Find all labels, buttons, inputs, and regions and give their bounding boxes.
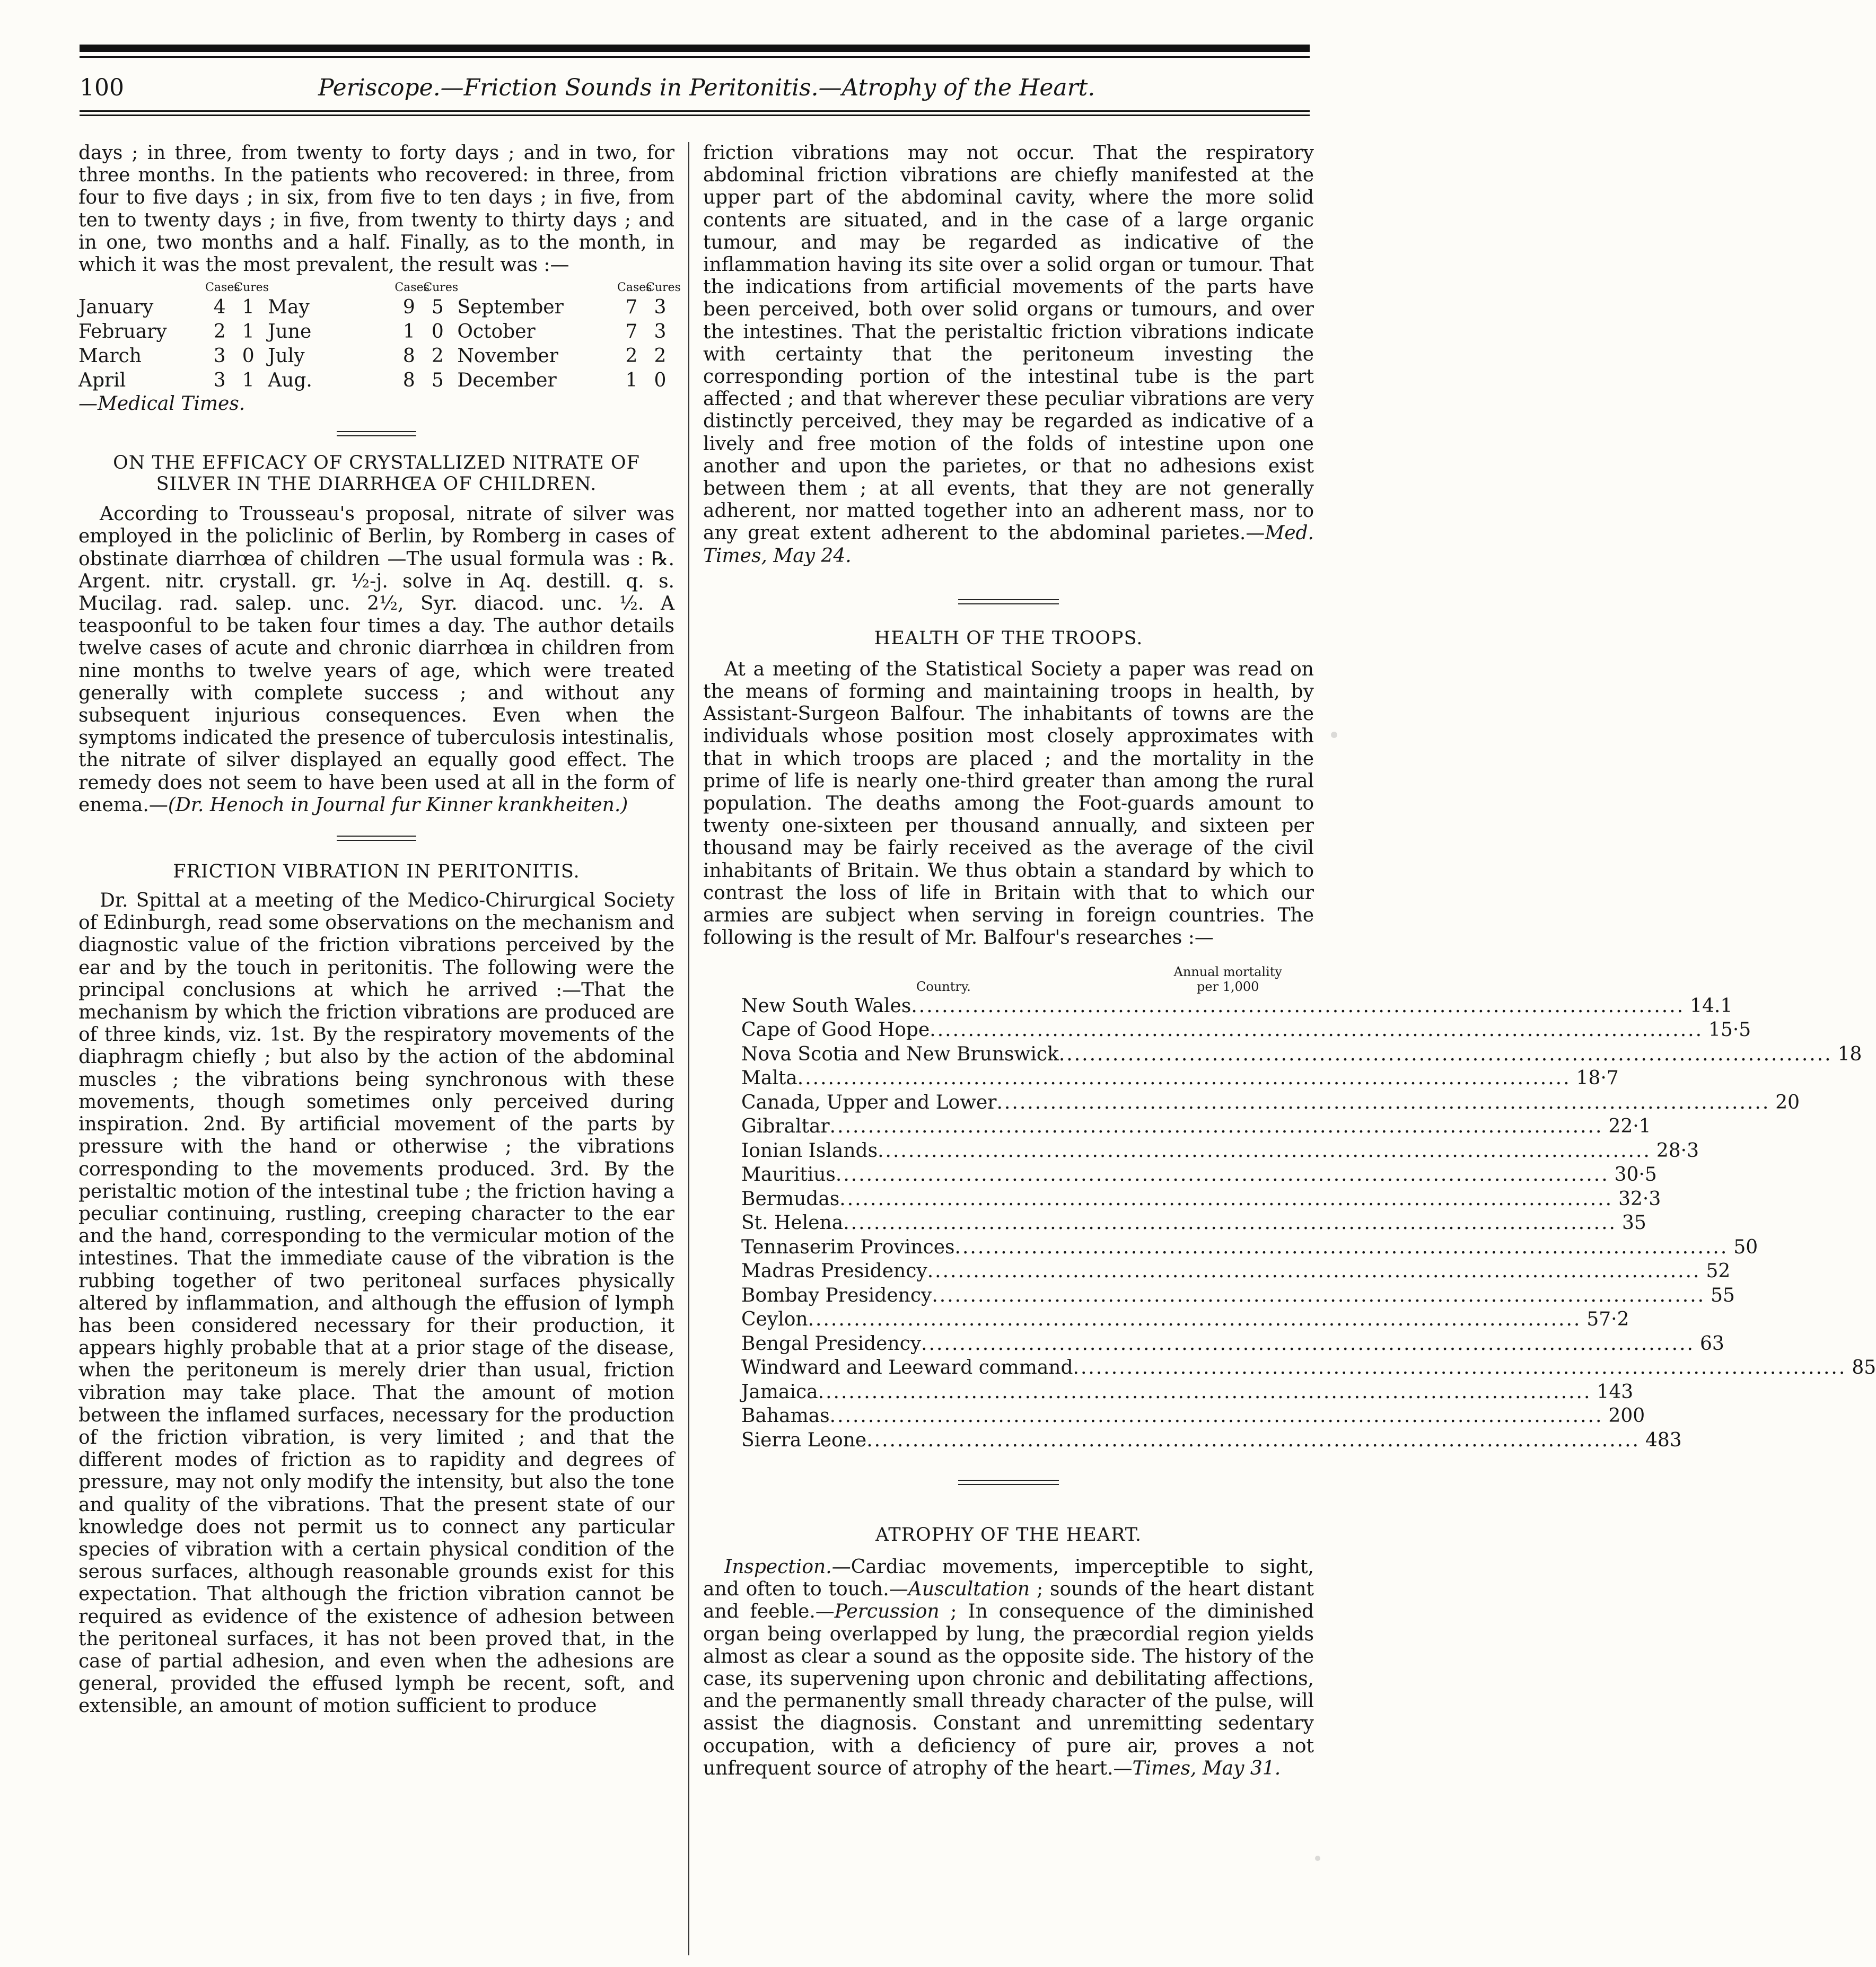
stats-row: March 3 0 xyxy=(78,345,255,367)
leader-dots xyxy=(843,1211,1617,1235)
leader-dots xyxy=(932,1284,1705,1308)
mortality-rate: 20 xyxy=(1775,1091,1800,1113)
mortality-rate: 52 xyxy=(1706,1260,1731,1282)
country-name: Malta xyxy=(741,1067,797,1089)
mortality-row xyxy=(741,994,1733,1018)
left-column xyxy=(78,142,681,1955)
leader-dots xyxy=(818,1380,1592,1404)
country-name: Bermudas xyxy=(741,1188,840,1210)
troops-paragraph: At a meeting of the Statistical Society a paper was read on the means of forming and maintaining troops in health, by Assistant-Surgeon Balfour. The inhabitants of towns are the individuals whose position most closely approximates with that in which troops are placed ; and the mortality in the prime of life is nearly one-third greater than among the rural population. The deaths among the Foot-guards amount to twenty one-sixteen per thousand annually, and sixteen per thousand may be fairly received as the average of the civil inhabitants of Britain. We thus obtain a standard by which to contrast the loss of life in Britain with that to which our armies are subject when serving in foreign countries. The following is the result of Mr. Balfour's researches :— xyxy=(703,658,1314,949)
right-column xyxy=(703,142,1876,1955)
leader-dots xyxy=(836,1163,1609,1187)
mortality-rate: 63 xyxy=(1699,1332,1724,1355)
mortality-rate: 85 xyxy=(1852,1357,1876,1378)
country-name: New South Wales xyxy=(741,995,911,1017)
stats-row: September 7 3 xyxy=(457,296,667,319)
leader-dots xyxy=(930,1018,1703,1042)
section-separator xyxy=(337,431,416,436)
source-citation: —Medical Times. xyxy=(78,393,246,415)
mortality-row xyxy=(741,1066,1619,1091)
mortality-row xyxy=(741,1404,1645,1428)
section-separator xyxy=(958,599,1059,604)
stats-block xyxy=(268,280,459,393)
leader-dots xyxy=(808,1307,1582,1332)
mortality-rate: 32·3 xyxy=(1618,1188,1661,1210)
stats-row: Aug. 8 5 xyxy=(268,370,444,392)
mortality-row xyxy=(741,1114,1651,1139)
country-name: Windward and Leeward command xyxy=(741,1357,1073,1378)
leader-dots xyxy=(1059,1042,1833,1067)
leader-dots xyxy=(830,1114,1603,1139)
atrophy-citation: Times, May 31. xyxy=(1132,1757,1281,1779)
leader-dots xyxy=(927,1259,1701,1284)
stats-head: Cases Cures xyxy=(617,281,681,295)
country-name: St. Helena xyxy=(741,1212,844,1234)
mortality-row xyxy=(741,1187,1661,1211)
leader-dots xyxy=(955,1235,1729,1260)
stats-block xyxy=(457,280,681,393)
mortality-row xyxy=(741,1259,1731,1284)
friction-citation: Med. Times, May 24. xyxy=(703,522,1314,567)
section-heading-troops: HEALTH OF THE TROOPS. xyxy=(874,627,1143,649)
friction-paragraph: Dr. Spittal at a meeting of the Medico-Chirurgical Society of Edinburgh, read some observations on the mechanism and diagnostic value of the friction vibrations perceived by the ear and by the touch in peritonitis. The following were the principal conclusions at which he arrived :—That the mechanism by which the friction vibrations are produced are of three kinds, viz. 1st. By the respiratory movements of the diaphragm chiefly ; but also by the action of the abdominal muscles ; the vibrations being synchronous with these movements, though sometimes only perceived during inspiration. 2nd. By artificial movement of the parts by pressure with the hand or otherwise ; the vibrations corresponding to the movements produced. 3rd. By the peristaltic motion of the intestinal tube ; the friction having a peculiar continuing, rustling, creeping character to the ear and the hand, corresponding to the vermicular motion of the intestines. That the immediate cause of the vibration is the rubbing together of two peritoneal surfaces physically altered by inflammation, and although the effusion of lymph has been considered necessary for their production, it appears highly probable that at a prior stage of the disease, when the peritoneum is merely drier than usual, friction vibration may take place. That the amount of motion between the inflamed surfaces, necessary for the production of the friction vibration, is very limited ; and that the different modes of friction as to rapidity and degrees of pressure, may not only modify the intensity, but also the tone and quality of the vibrations. That the present state of our knowledge does not permit us to connect any particular species of vibration with a certain physical condition of the serous surfaces, although reasonable grounds exist for this expectation. That although the friction vibration cannot be required as evidence of the existence of adhesion between the peritoneal surfaces, it has not been proved that, in the case of partial adhesion, and even when the adhesions are general, provided the effused lymph be recent, soft, and extensible, an amount of motion sufficient to produce xyxy=(78,890,674,1717)
mortality-rate: 18 xyxy=(1837,1043,1862,1065)
mortality-rate: 57·2 xyxy=(1586,1309,1629,1330)
nitrate-paragraph: According to Trousseau's proposal, nitrate of silver was employed in the policlinic of Berlin, by Romberg in cases of obstinate diarrhœa of children —The usual formula was : ℞. Argent. nitr. crystall. gr. ½-j. solve in Aq. destill. q. s. Mucilag. rad. salep. unc. 2½, Syr. diacod. unc. ½. A teaspoonful to be taken four times a day. The author details twelve cases of acute and chronic diarrhœa in children from nine months to twelve years of age, which were treated generally with complete success ; and without any subsequent injurious consequences. Even when the symptoms indicated the presence of tuberculosis intestinalis, the nitrate of silver displayed an equally good effect. The remedy does not seem to have been used at all in the form of enema.—(Dr. Henoch in Journal fur Kinner krankheiten.) xyxy=(78,503,674,816)
section-heading-friction: FRICTION VIBRATION IN PERITONITIS. xyxy=(173,861,580,883)
scan-artifact xyxy=(1315,1856,1320,1861)
mortality-rate: 18·7 xyxy=(1576,1067,1619,1089)
left-paragraph-1: days ; in three, from twenty to forty days ; and in two, for three months. In the patients who recovered: in three, from four to five days ; in six, from five to ten days ; in five, from ten to twenty days ; in five, from twenty to thirty days ; and in one, two months and a half. Finally, as to the month, in which it was the most prevalent, the result was :— xyxy=(78,142,674,276)
stats-row: July 8 2 xyxy=(268,345,444,367)
leader-dots xyxy=(830,1404,1603,1428)
mortality-table-header xyxy=(741,950,1282,994)
mortality-row xyxy=(741,1163,1657,1187)
mortality-rate: 483 xyxy=(1645,1429,1682,1451)
stats-row: June 1 0 xyxy=(268,321,444,343)
monthly-stats xyxy=(78,280,681,393)
mortality-row xyxy=(741,1332,1724,1356)
country-name: Canada, Upper and Lower xyxy=(741,1091,997,1113)
mortality-row xyxy=(741,1091,1800,1115)
stats-head: Cases Cures xyxy=(205,281,269,295)
mortality-row xyxy=(741,1428,1682,1453)
leader-dots xyxy=(1073,1356,1847,1380)
mortality-rate: 14.1 xyxy=(1690,995,1733,1017)
country-name: Sierra Leone xyxy=(741,1429,867,1451)
country-name: Gibraltar xyxy=(741,1116,830,1137)
country-name: Ionian Islands xyxy=(741,1139,878,1162)
country-name: Madras Presidency xyxy=(741,1260,927,1282)
section-heading-atrophy: ATROPHY OF THE HEART. xyxy=(875,1524,1142,1546)
country-name: Jamaica xyxy=(741,1381,818,1403)
stats-row: December 1 0 xyxy=(457,370,667,392)
scan-artifact xyxy=(1331,732,1337,738)
stats-row: October 7 3 xyxy=(457,321,667,343)
stats-row: November 2 2 xyxy=(457,345,667,367)
stats-row: February 2 1 xyxy=(78,321,255,343)
country-name: Bombay Presidency xyxy=(741,1284,932,1306)
country-name: Bengal Presidency xyxy=(741,1332,922,1355)
leader-dots xyxy=(996,1091,1770,1115)
mortality-row xyxy=(741,1018,1751,1042)
friction-continued-paragraph: friction vibrations may not occur. That the respiratory abdominal friction vibrations are chiefly manifested at the upper part of the abdominal cavity, where the more solid contents are situated, and in the case of a large organic tumour, and may be regarded as indicative of the inflammation having its site over a solid organ or tumour. That the indications from artificial movements of the parts have been perceived, both over solid organs or tumours, and over the intestines. That the peristaltic friction vibrations indicate with certainty that the peritoneum investing the corresponding portion of the intestinal tube is the part affected ; and that wherever these peculiar vibrations are very distinctly perceived, they may be regarded as indicative of a lively and free motion of the folds of intestine upon one another and upon the parietes, or that no adhesions exist between them ; at all events, that they are not generally adherent, nor matted together into an adherent mass, nor to any great extent adherent to the abdominal parietes.—Med. Times, May 24. xyxy=(703,142,1314,567)
mortality-row xyxy=(741,1380,1634,1404)
mortality-rate: 143 xyxy=(1597,1381,1634,1403)
mortality-rate: 15·5 xyxy=(1708,1019,1751,1041)
leader-dots xyxy=(797,1066,1571,1091)
nitrate-citation: (Dr. Henoch in Journal fur Kinner krankheiten.) xyxy=(168,794,628,816)
top-rule-thin xyxy=(80,56,1310,58)
section-heading-nitrate: ON THE EFFICACY OF CRYSTALLIZED NITRATE OF SILVER IN THE DIARRHŒA OF CHILDREN. xyxy=(113,452,640,495)
table-header-rate: Annual mortality per 1,000 xyxy=(1173,964,1282,994)
leader-dots xyxy=(839,1187,1613,1211)
mortality-table xyxy=(741,950,1876,1453)
stats-block xyxy=(78,280,269,393)
running-head: Periscope.—Friction Sounds in Peritonitis.—Atrophy of the Heart. xyxy=(318,74,1095,101)
mortality-rate: 55 xyxy=(1711,1284,1735,1306)
header-rule-2 xyxy=(80,115,1310,116)
country-name: Mauritius xyxy=(741,1164,836,1186)
mortality-row xyxy=(741,1284,1735,1308)
mortality-rate: 200 xyxy=(1608,1405,1645,1427)
mortality-row xyxy=(741,1307,1629,1332)
country-name: Bahamas xyxy=(741,1405,830,1427)
leader-dots xyxy=(878,1139,1651,1163)
mortality-rate: 35 xyxy=(1621,1212,1646,1234)
leader-dots xyxy=(911,994,1685,1018)
mortality-rate: 30·5 xyxy=(1614,1164,1657,1186)
stats-row: April 3 1 xyxy=(78,370,255,392)
atrophy-paragraph: Inspection.—Cardiac movements, imperceptible to sight, and often to touch.—Auscultation ; sounds of the heart distant and feeble.—Percussion ; In consequence of the diminished organ being overlapped by lung, the præcordial region yields almost as clear a sound as the opposite side. The history of the case, its supervening upon chronic and debilitating affections, and the permanently small thready character of the pulse, will assist the diagnosis. Constant and unremitting sedentary occupation, with a deficiency of pure air, proves a not unfrequent source of atrophy of the heart.—Times, May 31. xyxy=(703,1556,1314,1779)
mortality-row xyxy=(741,1042,1862,1067)
mortality-row xyxy=(741,1211,1646,1235)
mortality-rate: 50 xyxy=(1733,1236,1758,1258)
mortality-rate: 28·3 xyxy=(1656,1139,1699,1162)
table-header-country: Country. xyxy=(916,979,971,994)
page-number: 100 xyxy=(80,74,124,101)
mortality-row xyxy=(741,1139,1699,1163)
stats-head: Cases Cures xyxy=(395,281,459,295)
section-separator xyxy=(337,836,416,841)
mortality-row xyxy=(741,1356,1876,1380)
country-name: Nova Scotia and New Brunswick xyxy=(741,1043,1059,1065)
top-rule xyxy=(80,45,1310,52)
column-divider xyxy=(688,142,689,1955)
header-rule xyxy=(80,110,1310,112)
section-separator xyxy=(958,1480,1059,1485)
leader-dots xyxy=(921,1332,1695,1356)
country-name: Cape of Good Hope xyxy=(741,1019,930,1041)
mortality-rate: 22·1 xyxy=(1608,1116,1651,1137)
stats-row: January 4 1 xyxy=(78,296,255,319)
mortality-row xyxy=(741,1235,1758,1260)
country-name: Tennaserim Provinces xyxy=(741,1236,955,1258)
leader-dots xyxy=(866,1428,1640,1453)
stats-row: May 9 5 xyxy=(268,296,444,319)
country-name: Ceylon xyxy=(741,1309,808,1330)
